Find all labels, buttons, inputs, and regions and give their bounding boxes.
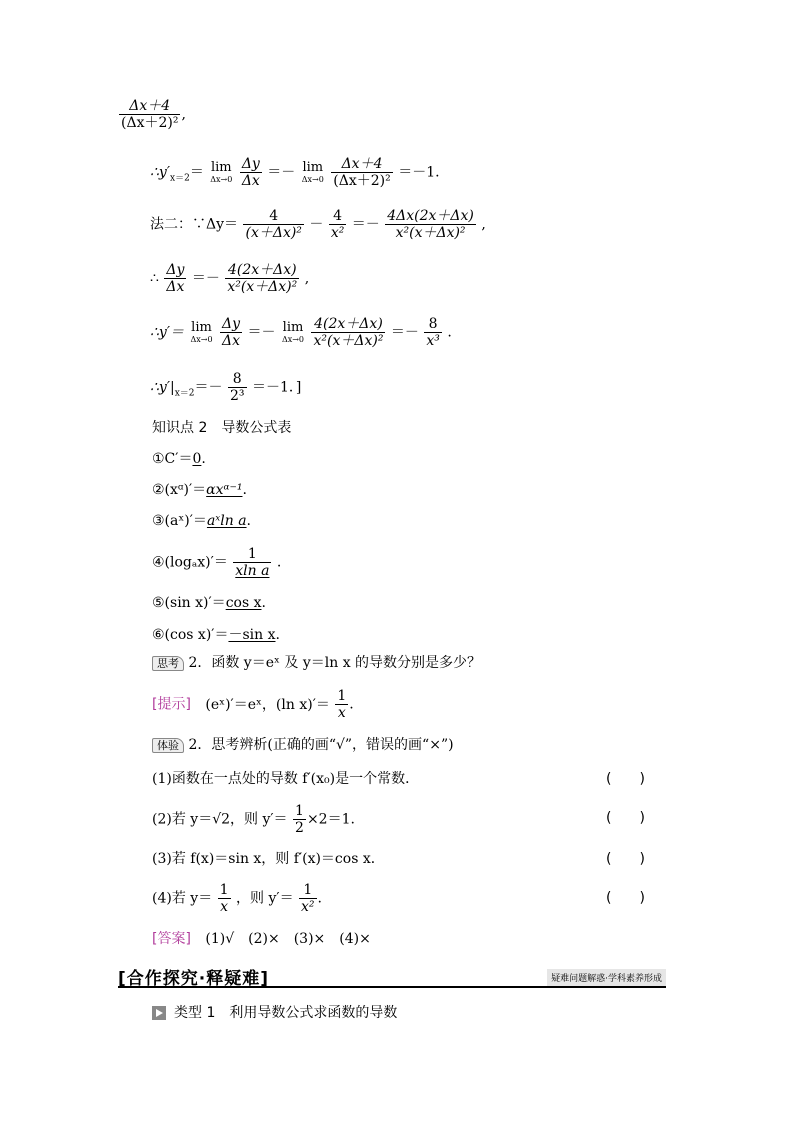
judge-item-2: (2)若 y＝√2，则 y′＝ $\frac{1}{2}$ ×2＝1. [152,803,355,837]
answer-line: [答案] (1)√ (2)× (3)× (4)× [152,931,371,947]
judge-item-3: (3)若 f(x)＝sin x，则 f′(x)＝cos x． [152,851,385,867]
section-title: [合作探究·释疑难] [118,969,269,989]
formula-5: ⑤(sin x)′＝cos x. [152,595,266,611]
formula-3: ③(aˣ)′＝aˣln a. [152,513,251,529]
judge-item-1: (1)函数在一点处的导数 f′(x₀)是一个常数． [152,771,420,787]
formula-6: ⑥(cos x)′＝－sin x. [152,627,280,643]
answer-blank-4[interactable]: ( ) [606,890,645,906]
judge-item-4: (4)若 y＝ $\frac{1}{x}$ ，则 y′＝ $\frac{1}{\text{x²}}$ . [152,882,322,916]
experience-badge: 体验 [152,738,184,753]
derivative-line: ∴y′＝ lim Δx→0 $\frac{\Delta y}{\Delta x}$ ＝－ lim Δx→0 $\frac{4(2x+\Delta x)}{\text{x²(x＋Δx)²}}$ ＝－ $\frac{8}{\text{x³}}$ . [150,316,452,350]
formula-4: ④(logₐx)′＝ $\frac{1}{\text{xln a}}$ . [152,546,282,580]
answer-blank-3[interactable]: ( ) [606,851,645,867]
section-header [118,964,666,988]
think-hint: [提示] (eˣ)′＝eˣ，(ln x)′＝ $\frac{1}{x}$ . [152,688,354,722]
knowledge-title: 知识点 2 导数公式表 [152,420,292,436]
answer-blank-1[interactable]: ( ) [606,771,645,787]
top-fraction: $\frac{\Delta x+4}{\text{(Δx＋2)²}}$ , [121,98,186,132]
think-badge: 思考 [152,656,184,671]
evaluation-line: $\therefore y'|_{x=2}=-$ $\frac{8}{\text{2³}}$ ＝－1．] [150,371,302,405]
play-icon [152,1006,166,1020]
experience-intro: 体验 2．思考辨析(正确的画“√”，错误的画“×”) [152,738,454,753]
formula-1: ①C′＝0. [152,451,206,467]
quotient-line: ∴ $\frac{\Delta y}{\Delta x}$ ＝－ $\frac{4(2x+\Delta x)}{\text{x²(x＋Δx)²}}$ , [150,262,310,296]
type-1-heading: 类型 1 利用导数公式求函数的导数 [152,1006,397,1020]
section-tag: 疑难问题解惑·学科素养形成 [547,969,666,986]
answer-blank-2[interactable]: ( ) [606,810,645,826]
limit-line-1: $\therefore y'_{x=2}=$ lim Δx→0 $\frac{\Delta y}{\Delta x}$ ＝－ lim Δx→0 $\frac{\Delta x+4}{\text{(Δx＋2)²}}$ ＝－1. [150,156,440,190]
formula-2: ②(xᵅ)′＝αxᵅ⁻¹. [152,482,247,498]
think-question: 思考 2．函数 y＝eˣ 及 y＝ln x 的导数分别是多少？ [152,656,481,671]
method-two-line: 法二：∵Δy＝ $\frac{4}{\text{(x＋Δx)²}}$ － $\frac{4}{\text{x²}}$ ＝－ $\frac{4\Delta x(2x+\Delta x)}{\text{x²(x＋Δx)²}}$ , [150,208,486,242]
